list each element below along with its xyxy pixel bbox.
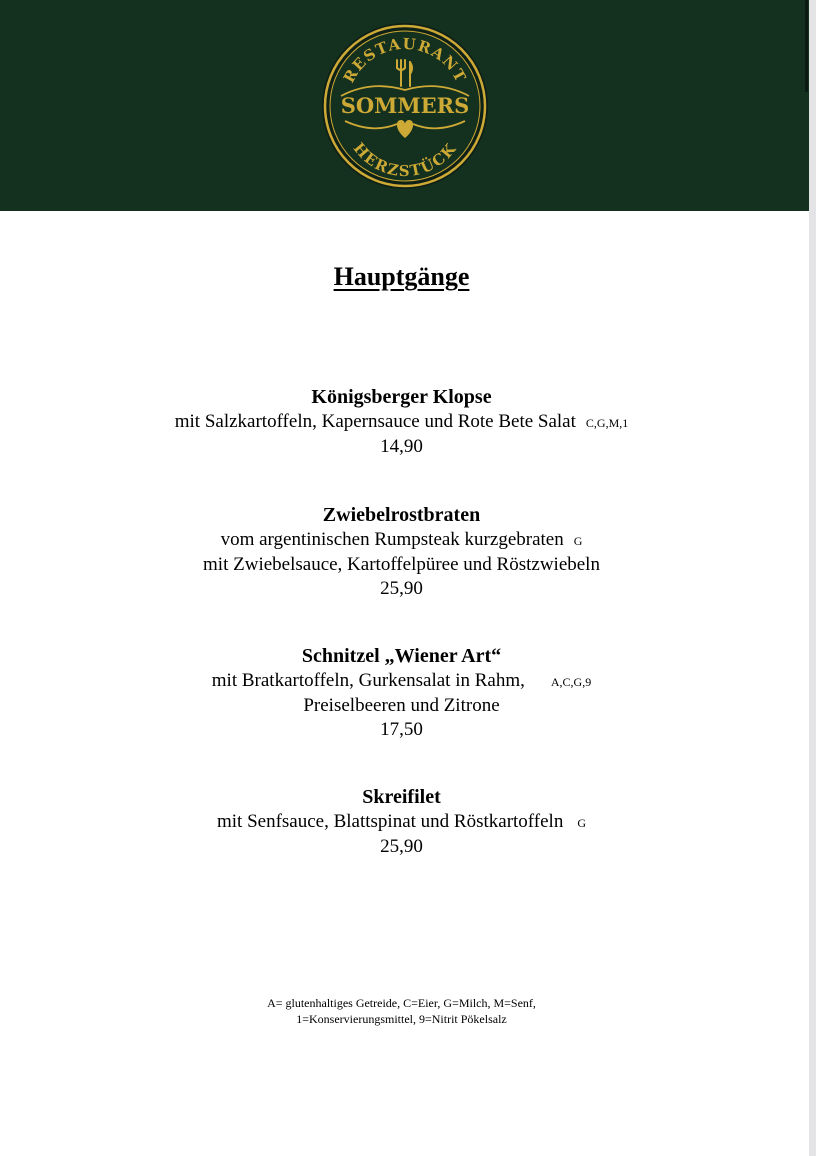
- page-edge-shadow: [805, 0, 808, 92]
- dish-description: [0, 669, 803, 695]
- dish-price: 17,50: [380, 718, 423, 740]
- dish-price: 25,90: [380, 836, 423, 857]
- dish-description: [0, 410, 803, 436]
- dish-description-line2: mit Zwiebelsauce, Kartoffelpüree und Röstzwiebeln: [203, 554, 600, 575]
- dish-allergens: G: [577, 815, 586, 830]
- footnote-line: 1=Konservierungsmittel, 9=Nitrit Pökelsalz: [296, 1011, 507, 1026]
- logo-bottom-text: HERZSTÜCK: [349, 139, 461, 180]
- dish-description-text: mit Salzkartoffeln, Kapernsauce und Rote Bete Salat: [174, 410, 576, 432]
- dish-name: Königsberger Klopse: [311, 386, 492, 408]
- dish-description-text: mit Senfsauce, Blattspinat und Röstkartoffeln: [216, 810, 564, 832]
- dish-schnitzel-wiener-art: [0, 645, 803, 741]
- restaurant-logo: [321, 22, 489, 190]
- dish-name: Skreifilet: [362, 786, 441, 808]
- dish-skreifilet: [0, 786, 803, 859]
- dish-description-text: mit Bratkartoffeln, Gurkensalat in Rahm,: [211, 669, 525, 691]
- page-edge: [809, 0, 816, 1156]
- dish-description-text: vom argentinischen Rumpsteak kurzgebraten: [220, 528, 564, 550]
- footnote-line: A= glutenhaltiges Getreide, C=Eier, G=Milch, M=Senf,: [267, 996, 536, 1010]
- dish-zwiebelrostbraten: [0, 504, 803, 600]
- dish-name: Zwiebelrostbraten: [322, 504, 481, 526]
- header-banner: [0, 0, 809, 211]
- dish-description-line2: Preiselbeeren und Zitrone: [303, 695, 500, 716]
- logo-center-text: SOMMERS: [340, 93, 470, 118]
- dish-allergens: C,G,M,1: [585, 415, 629, 430]
- dish-koenigsberger-klopse: [0, 386, 803, 459]
- dish-allergens: A,C,G,9: [550, 674, 592, 689]
- dish-price: 14,90: [380, 436, 423, 457]
- allergen-footnote: [0, 996, 803, 1027]
- dish-price: 25,90: [380, 577, 423, 599]
- menu-title: Hauptgänge: [333, 262, 470, 291]
- dish-description: [0, 810, 803, 836]
- dish-description: [0, 528, 803, 554]
- dish-name: Schnitzel „Wiener Art“: [301, 645, 502, 667]
- dish-allergens: G: [573, 533, 583, 548]
- logo-top-text: RESTAURANT: [339, 34, 471, 86]
